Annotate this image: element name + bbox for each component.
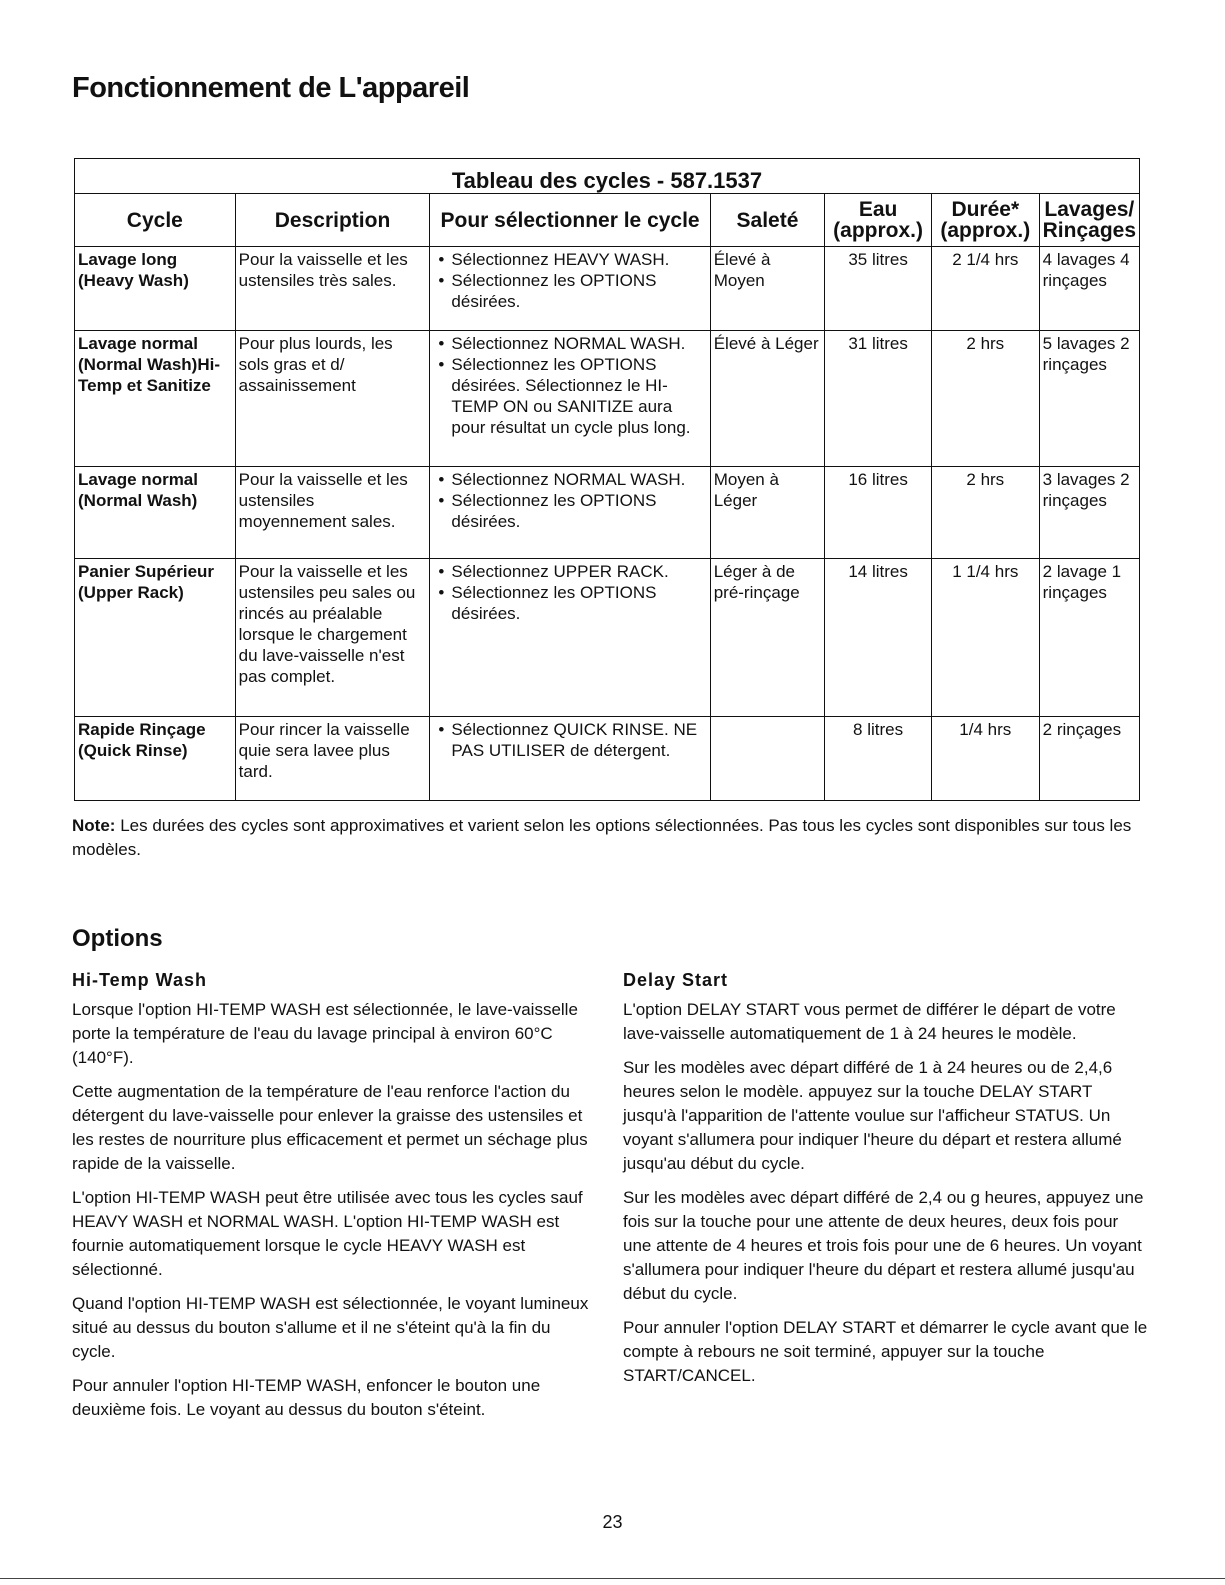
paragraph: Lorsque l'option HI-TEMP WASH est sélectionnée, le lave-vaisselle porte la température de l'eau du lavage principal à environ 60°C (140°F). bbox=[72, 1000, 578, 1067]
cycle-dirt: Léger à de pré-rinçage bbox=[710, 559, 825, 717]
cycle-washes: 5 lavages 2 rinçages bbox=[1039, 331, 1139, 467]
cycle-washes: 2 lavage 1 rinçages bbox=[1039, 559, 1139, 717]
cycle-description: Pour la vaisselle et les ustensiles peu sales ou rincés au préalable lorsque le chargement du lave-vaisselle n'est pas complet. bbox=[235, 559, 430, 717]
hi-temp-heading: Hi-Temp Wash bbox=[72, 970, 208, 990]
cycle-dirt: Moyen à Léger bbox=[710, 467, 825, 559]
cycle-washes: 2 rinçages bbox=[1039, 717, 1139, 801]
cycle-steps bbox=[430, 559, 710, 717]
bottom-rule bbox=[0, 1578, 1225, 1579]
cycle-table bbox=[74, 158, 1140, 801]
cycle-description: Pour rincer la vaisselle quie sera lavee plus tard. bbox=[235, 717, 430, 801]
step-item: • Sélectionnez les OPTIONS désirées. bbox=[451, 582, 706, 624]
table-row bbox=[75, 467, 1140, 559]
paragraph: Cette augmentation de la température de l'eau renforce l'action du détergent du lave-vaisselle pour enlever la graisse des ustensiles et les restes de nourriture plus efficacement et permet un séchage plus rapide de la vaisselle. bbox=[72, 1082, 588, 1173]
cycle-dirt: Élevé à Léger bbox=[710, 331, 825, 467]
table-row bbox=[75, 331, 1140, 467]
table-row bbox=[75, 717, 1140, 801]
table-header-row bbox=[75, 194, 1140, 247]
cycle-description: Pour la vaisselle et les ustensiles moyennement sales. bbox=[235, 467, 430, 559]
hi-temp-section bbox=[72, 968, 592, 1432]
step-item: • Sélectionnez les OPTIONS désirées. bbox=[451, 270, 706, 312]
cycle-time: 1 1/4 hrs bbox=[931, 559, 1039, 717]
cycle-dirt: Élevé à Moyen bbox=[710, 247, 825, 331]
note-text: Les durées des cycles sont approximatives et varient selon les options sélectionnées. Pas tous les cycles sont disponibles sur tous les modèles. bbox=[72, 816, 1132, 859]
cycle-washes: 3 lavages 2 rinçages bbox=[1039, 467, 1139, 559]
cycle-time: 2 hrs bbox=[931, 467, 1039, 559]
cycle-water: 16 litres bbox=[825, 467, 932, 559]
cycle-description: Pour plus lourds, les sols gras et d/ assainissement bbox=[235, 331, 430, 467]
paragraph: Pour annuler l'option DELAY START et démarrer le cycle avant que le compte à rebours ne soit terminé, appuyer sur la touche START/CANCEL. bbox=[623, 1318, 1148, 1385]
cycle-name: Lavage normal (Normal Wash)Hi-Temp et Sanitize bbox=[75, 331, 236, 467]
header-dirt: Saleté bbox=[710, 194, 825, 247]
paragraph: Sur les modèles avec départ différé de 2,4 ou g heures, appuyez une fois sur la touche pour une attente de deux heures, deux fois pour une attente de 4 heures et trois fois pour une de 6 heures. Un voyant s'allumera pour indiquer l'heure du départ et restera allumé jusqu'au début du cycle. bbox=[623, 1188, 1144, 1303]
step-item: • Sélectionnez QUICK RINSE. NE PAS UTILISER de détergent. bbox=[451, 719, 706, 761]
step-item: • Sélectionnez UPPER RACK. bbox=[451, 561, 706, 582]
header-description: Description bbox=[235, 194, 430, 247]
paragraph: Pour annuler l'option HI-TEMP WASH, enfoncer le bouton une deuxième fois. Le voyant au dessus du bouton s'éteint. bbox=[72, 1376, 541, 1419]
table-row bbox=[75, 247, 1140, 331]
cycle-water: 35 litres bbox=[825, 247, 932, 331]
cycle-steps bbox=[430, 717, 710, 801]
paragraph: L'option HI-TEMP WASH peut être utilisée avec tous les cycles sauf HEAVY WASH et NORMAL WASH. L'option HI-TEMP WASH est fournie automatiquement lorsque le cycle HEAVY WASH est sélectionné. bbox=[72, 1188, 583, 1279]
cycle-dirt bbox=[710, 717, 825, 801]
delay-start-section bbox=[623, 968, 1148, 1398]
step-item: • Sélectionnez les OPTIONS désirées. bbox=[451, 490, 706, 532]
cycle-name: Lavage long (Heavy Wash) bbox=[75, 247, 236, 331]
table-row bbox=[75, 559, 1140, 717]
cycle-name: Rapide Rinçage (Quick Rinse) bbox=[75, 717, 236, 801]
cycle-washes: 4 lavages 4 rinçages bbox=[1039, 247, 1139, 331]
delay-start-heading: Delay Start bbox=[623, 970, 729, 990]
header-time: Durée* (approx.) bbox=[931, 194, 1039, 247]
cycle-steps bbox=[430, 247, 710, 331]
table-caption: Tableau des cycles - 587.1537 bbox=[75, 159, 1140, 194]
step-item: • Sélectionnez HEAVY WASH. bbox=[451, 249, 706, 270]
header-cycle: Cycle bbox=[75, 194, 236, 247]
step-item: • Sélectionnez les OPTIONS désirées. Sélectionnez le HI-TEMP ON ou SANITIZE aura pour résultat un cycle plus long. bbox=[451, 354, 706, 438]
cycle-time: 1/4 hrs bbox=[931, 717, 1039, 801]
table-note bbox=[72, 814, 1147, 862]
cycle-time: 2 1/4 hrs bbox=[931, 247, 1039, 331]
step-item: • Sélectionnez NORMAL WASH. bbox=[451, 333, 706, 354]
header-select: Pour sélectionner le cycle bbox=[430, 194, 710, 247]
page-title: Fonctionnement de L'appareil bbox=[72, 72, 470, 104]
step-item: • Sélectionnez NORMAL WASH. bbox=[451, 469, 706, 490]
cycle-description: Pour la vaisselle et les ustensiles très sales. bbox=[235, 247, 430, 331]
options-title: Options bbox=[72, 925, 163, 952]
paragraph: L'option DELAY START vous permet de différer le départ de votre lave-vaisselle automatiquement de 1 à 24 heures le modèle. bbox=[623, 1000, 1116, 1043]
paragraph: Sur les modèles avec départ différé de 1 à 24 heures ou de 2,4,6 heures selon le modèle. appuyez sur la touche DELAY START jusqu'à l'apparition de l'attente voulue sur l'afficheur STATUS. Un voyant s'allumera pour indiquer l'heure du départ et restera allumé jusqu'au début du cycle. bbox=[623, 1058, 1122, 1173]
cycle-water: 8 litres bbox=[825, 717, 932, 801]
cycle-time: 2 hrs bbox=[931, 331, 1039, 467]
cycle-water: 31 litres bbox=[825, 331, 932, 467]
cycle-steps bbox=[430, 467, 710, 559]
cycle-water: 14 litres bbox=[825, 559, 932, 717]
cycle-name: Lavage normal (Normal Wash) bbox=[75, 467, 236, 559]
header-washes: Lavages/ Rinçages bbox=[1039, 194, 1139, 247]
page-number: 23 bbox=[602, 1512, 623, 1532]
note-label: Note: bbox=[72, 816, 116, 835]
paragraph: Quand l'option HI-TEMP WASH est sélectionnée, le voyant lumineux situé au dessus du bouton s'allume et il ne s'éteint qu'à la fin du cycle. bbox=[72, 1294, 589, 1361]
cycle-name: Panier Supérieur (Upper Rack) bbox=[75, 559, 236, 717]
header-water: Eau (approx.) bbox=[825, 194, 932, 247]
cycle-steps bbox=[430, 331, 710, 467]
